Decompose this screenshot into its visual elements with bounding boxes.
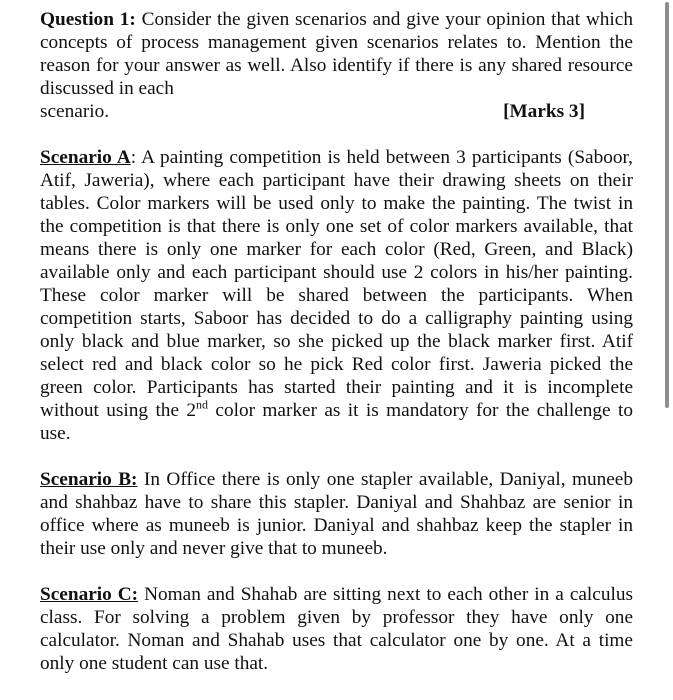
- vertical-scrollbar[interactable]: [665, 2, 669, 408]
- scenario-c-title: Scenario C:: [40, 584, 139, 605]
- scenario-b-text: In Office there is only one stapler available, Daniyal, muneeb and shahbaz have to share this stapler. Daniyal and Shahbaz are senior in office where as muneeb is junior. Daniyal and shahbaz keep the stapler in their use only and never give that to muneeb.: [40, 469, 633, 559]
- question-text: Consider the given scenarios and give your opinion that which concepts of process management given scenarios relates to. Mention the reason for your answer as well. Also identify if there is any shared resource discussed in each: [40, 9, 633, 99]
- question-last-word: scenario.: [40, 101, 110, 122]
- scenario-a-text-end: color marker as it is mandatory for the challenge to use.: [40, 400, 633, 444]
- scenario-b-paragraph: [40, 468, 633, 560]
- scenario-a-paragraph: [40, 146, 633, 445]
- question-marks-line: [40, 100, 633, 123]
- document-page: [40, 8, 633, 675]
- scenario-a-title: Scenario A: [40, 147, 131, 168]
- question-marks: [Marks 3]: [503, 101, 585, 122]
- scenario-c-paragraph: [40, 583, 633, 675]
- scenario-a-superscript: nd: [196, 397, 209, 412]
- question-paragraph: [40, 8, 633, 100]
- scenario-b-title: Scenario B:: [40, 469, 138, 490]
- scenario-a-colon: :: [130, 147, 137, 168]
- question-label: Question 1:: [40, 9, 136, 30]
- scenario-a-text: A painting competition is held between 3 participants (Saboor, Atif, Jaweria), where each participant have their drawing sheets on their tables. Color markers will be used only to make the painting. The twist in the competition is that there is only one set of color markers available, that means there is only one marker for each color (Red, Green, and Black) available only and each participant should use 2 colors in his/her painting. These color marker will be shared between the participants. When competition starts, Saboor has decided to do a calligraphy painting using only black and blue marker, so she picked up the black marker first. Atif select red and black color so he pick Red color first. Jaweria picked the green color. Participants has started their painting and it is incomplete without using the 2: [40, 147, 633, 421]
- scenario-c-text: Noman and Shahab are sitting next to each other in a calculus class. For solving a problem given by professor they have only one calculator. Noman and Shahab uses that calculator one by one. At a time only one student can use that.: [40, 584, 633, 674]
